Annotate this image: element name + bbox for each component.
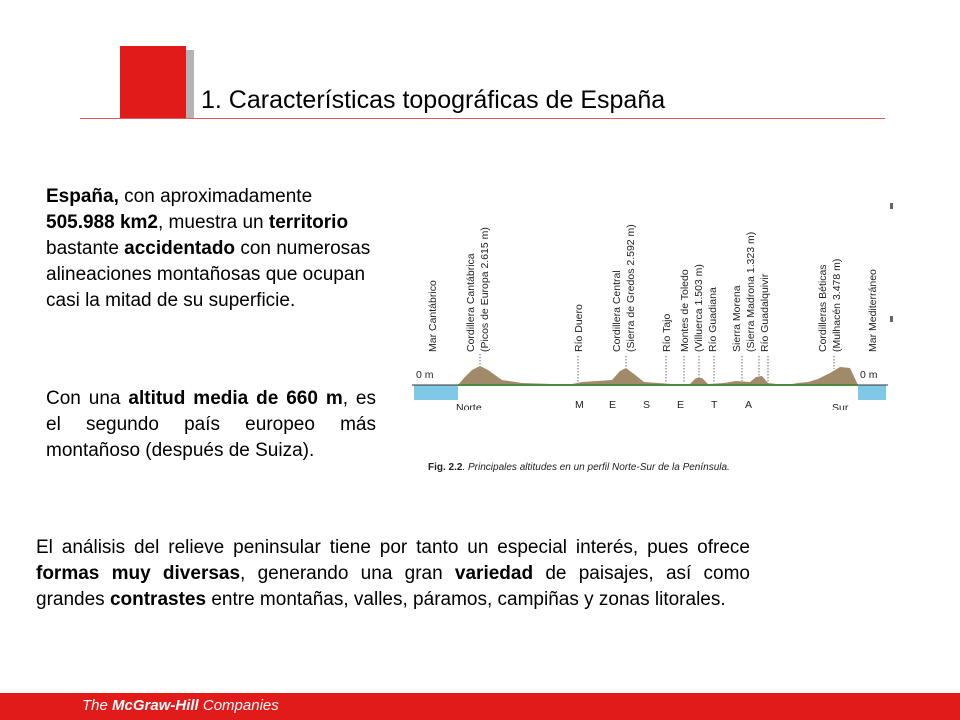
label-sierra-madrona: (Sierra Madrona 1.323 m) bbox=[745, 231, 757, 352]
paragraph-altitude bbox=[46, 386, 376, 464]
text-run: Con una bbox=[46, 388, 129, 409]
leader-lines bbox=[480, 354, 834, 383]
side-marker bbox=[890, 203, 893, 209]
label-rio-tajo: Río Tajo bbox=[661, 313, 673, 352]
label-mar-mediterraneo: Mar Mediterráneo bbox=[867, 269, 879, 352]
text-run: con aproximadamente bbox=[118, 186, 313, 207]
text-run: bastante bbox=[46, 238, 125, 259]
slide-title: 1. Características topográficas de España bbox=[201, 86, 666, 114]
label-villuerca: (Villuerca 1.503 m) bbox=[693, 264, 705, 352]
text-run: variedad bbox=[454, 563, 534, 584]
meseta-letter: S bbox=[643, 399, 651, 410]
north-south-profile-figure bbox=[412, 180, 888, 410]
publisher-logo bbox=[82, 697, 279, 714]
figure-caption-text: . Principales altitudes en un perfil Norte-Sur de la Península. bbox=[462, 462, 730, 473]
label-zero-left: 0 m bbox=[416, 369, 434, 381]
text-run: altitud media de 660 m bbox=[128, 388, 343, 409]
meseta-letter: M bbox=[575, 399, 584, 410]
label-mulhacen: (Mulhacén 3.478 m) bbox=[831, 258, 843, 352]
text-run: de paisajes, así como grandes bbox=[36, 563, 751, 610]
label-picos-europa: (Picos de Europa 2.615 m) bbox=[479, 227, 491, 352]
sea-north bbox=[414, 385, 458, 400]
paragraph-relief bbox=[36, 535, 750, 613]
text-run: , generando una gran bbox=[240, 563, 455, 584]
figure-caption-ref: Fig. 2.2 bbox=[428, 462, 463, 473]
text-run: 505.988 km2 bbox=[46, 212, 158, 233]
label-rio-guadalquivir: Río Guadalquivir bbox=[759, 273, 771, 352]
text-run: accidentado bbox=[124, 238, 236, 259]
meseta-letter: A bbox=[745, 399, 753, 410]
logo-suffix: Companies bbox=[198, 697, 279, 714]
text-run: formas muy diversas bbox=[36, 563, 241, 584]
land-profile bbox=[458, 366, 858, 385]
meseta-letter: T bbox=[711, 399, 718, 410]
text-run: , es el segundo país europeo más montañoso (después de Suiza). bbox=[46, 388, 376, 461]
label-sierra-morena: Sierra Morena bbox=[731, 285, 743, 352]
label-sur: Sur bbox=[832, 402, 849, 410]
side-marker bbox=[890, 316, 893, 322]
logo-prefix: The bbox=[82, 697, 113, 714]
figure-caption bbox=[428, 462, 730, 473]
title-accent-shadow bbox=[186, 50, 194, 118]
text-run: , muestra un bbox=[158, 212, 269, 233]
text-run: España, bbox=[46, 186, 119, 207]
label-mar-cantabrico: Mar Cantábrico bbox=[427, 280, 439, 352]
text-run: entre montañas, valles, páramos, campiñas y zonas litorales. bbox=[206, 589, 726, 610]
text-run: contrastes bbox=[109, 589, 207, 610]
text-run: con numerosas alineaciones montañosas que ocupan casi la mitad de su superficie. bbox=[46, 238, 371, 311]
label-zero-right: 0 m bbox=[860, 369, 878, 381]
title-accent-block bbox=[120, 46, 186, 118]
label-cordilleras-beticas: Cordilleras Béticas bbox=[817, 264, 829, 352]
label-sierra-gredos: (Sierra de Gredos 2.592 m) bbox=[625, 224, 637, 352]
logo-brand: McGraw-Hill bbox=[112, 697, 199, 714]
label-cordillera-cantabrica: Cordillera Cantábrica bbox=[465, 253, 477, 352]
sea-south bbox=[858, 385, 886, 400]
meseta-letter: E bbox=[677, 399, 685, 410]
label-rio-duero: Río Duero bbox=[573, 304, 585, 352]
meseta-letter: E bbox=[609, 399, 617, 410]
paragraph-surface bbox=[46, 184, 386, 314]
text-run: El análisis del relieve peninsular tiene por tanto un especial interés, pues ofrece bbox=[36, 537, 750, 558]
label-rio-guadiana: Río Guadiana bbox=[707, 287, 719, 352]
label-norte: Norte bbox=[456, 402, 482, 410]
text-run: territorio bbox=[268, 212, 349, 233]
title-underline bbox=[80, 118, 885, 119]
label-montes-toledo: Montes de Toledo bbox=[679, 269, 691, 352]
label-cordillera-central: Cordillera Central bbox=[611, 270, 623, 352]
